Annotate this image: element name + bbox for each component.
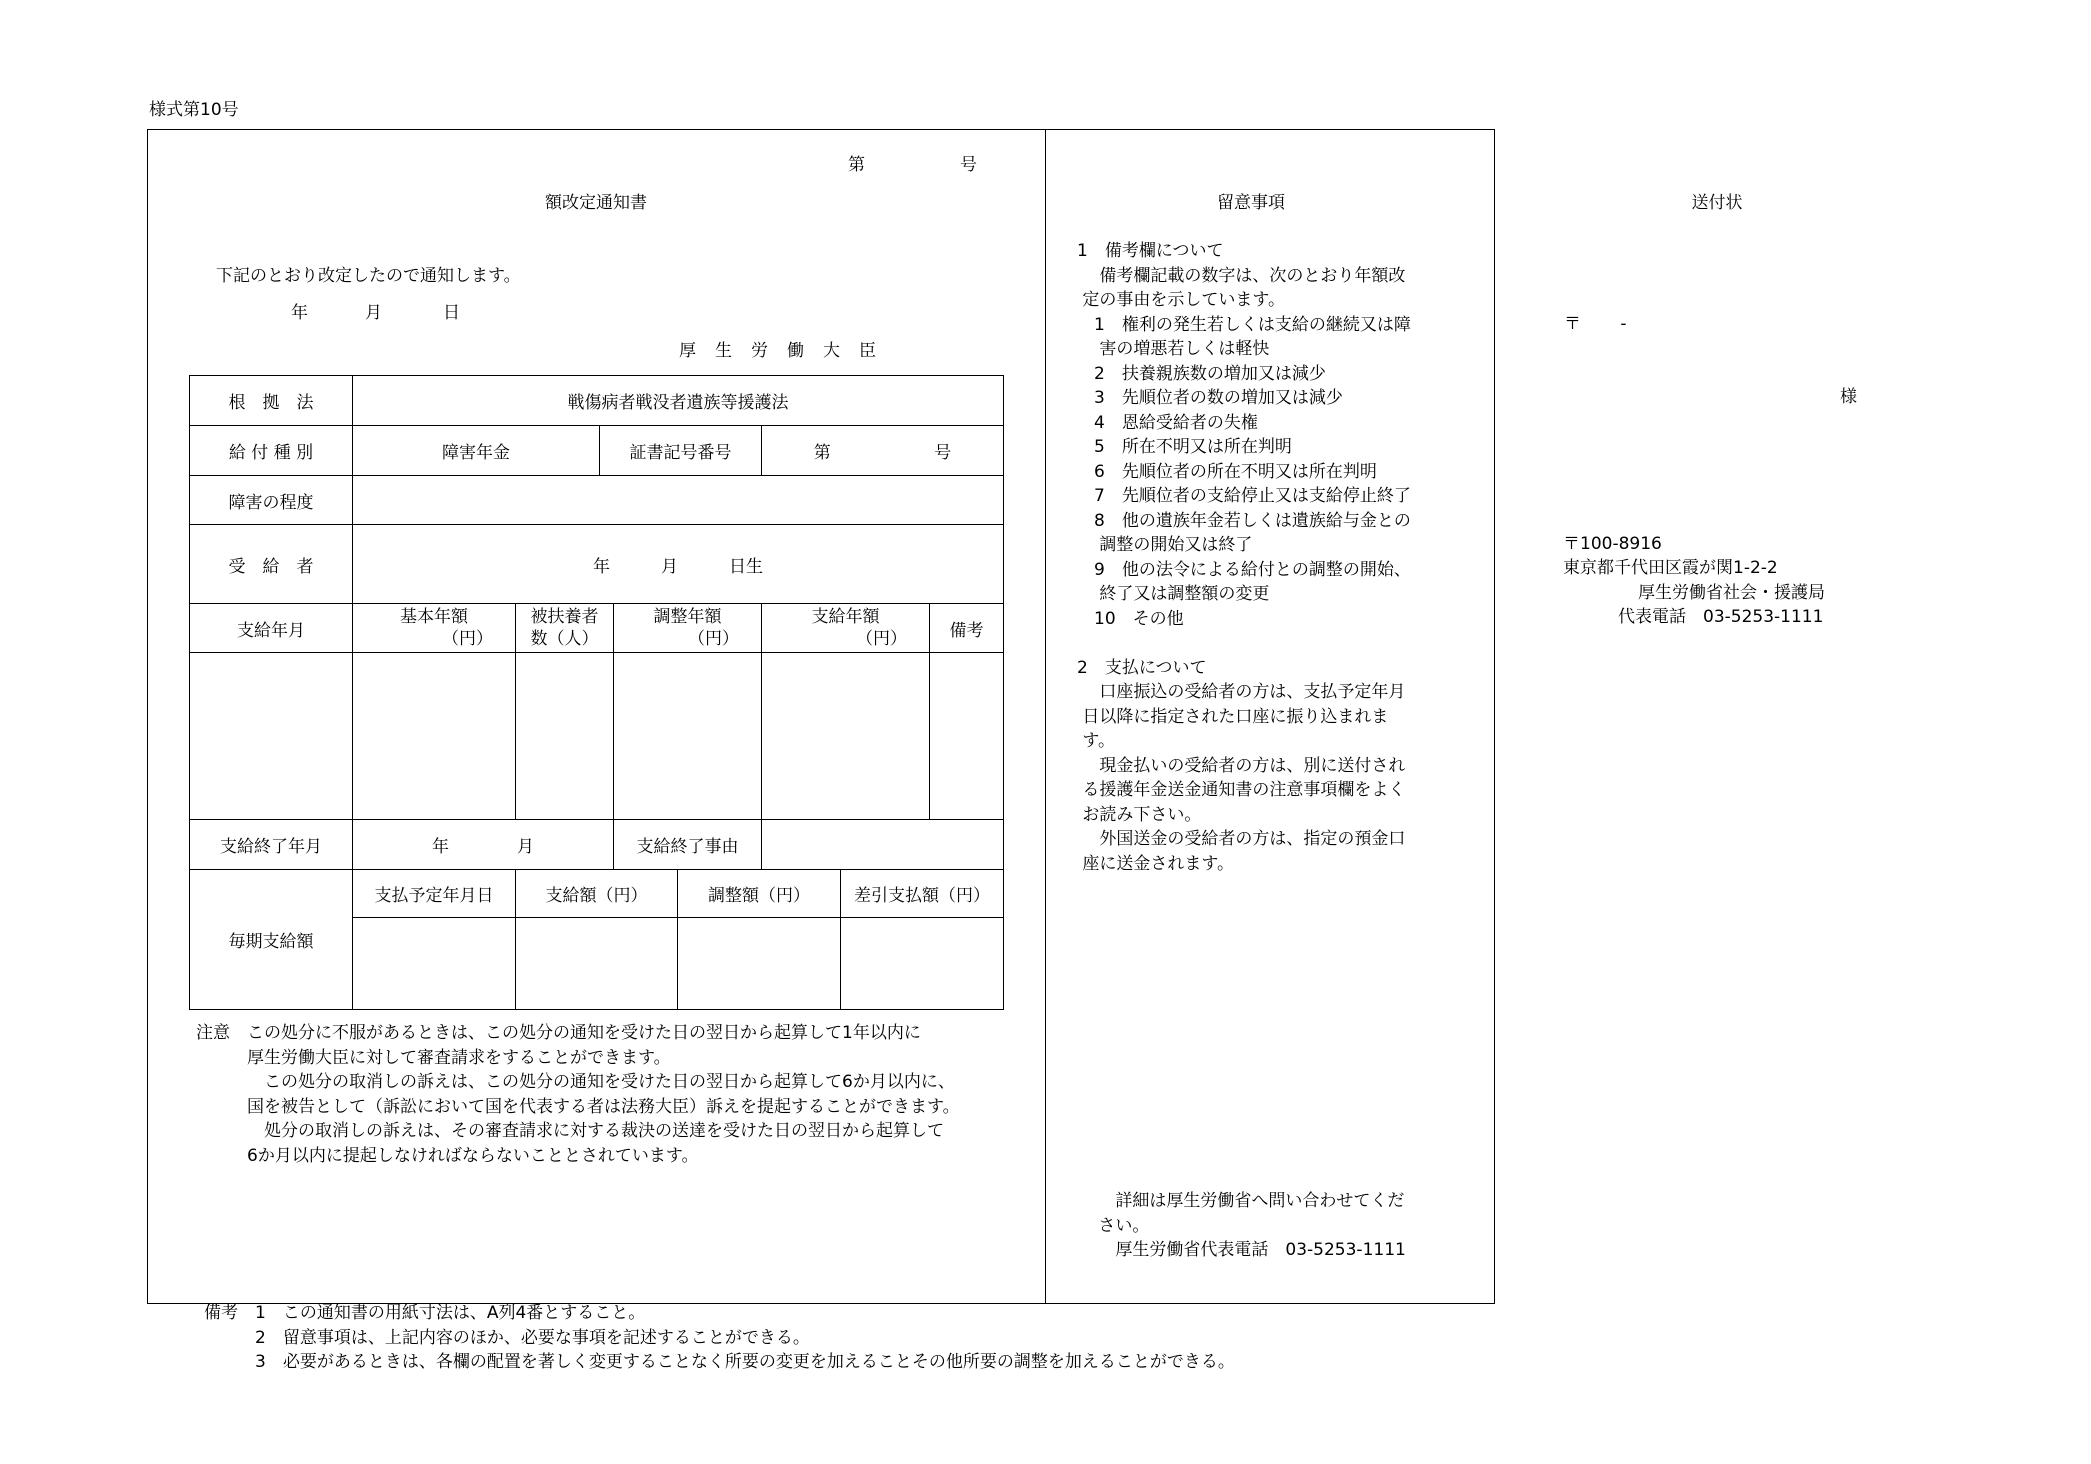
form-remarks — [204, 1301, 1235, 1375]
sender-postal: 〒100-8916 — [1563, 534, 1662, 554]
recipient-birth: 年 月 日生 — [352, 524, 1004, 604]
cover-letter-title: 送付状 — [1691, 193, 1743, 213]
notes-line — [1077, 631, 1411, 656]
dependents-label-1: 被扶養者 — [530, 607, 599, 627]
notes-line: 2 扶養親族数の増加又は減少 — [1077, 363, 1326, 384]
notes-title: 留意事項 — [1217, 193, 1285, 213]
end-month-label: 支給終了年月 — [189, 819, 353, 870]
notes-line: 現金払いの受給者の方は、別に送付され — [1077, 755, 1406, 776]
scheduled-date-label: 支払予定年月日 — [352, 869, 516, 918]
benefit-type-value: 障害年金 — [352, 425, 600, 476]
basis-law-value: 戦傷病者戦没者遺族等援護法 — [352, 375, 1004, 426]
basis-law-label: 根 拠 法 — [189, 375, 353, 426]
yen-unit: （円） — [856, 629, 907, 649]
issuer: 厚 生 労 働 大 臣 — [679, 341, 877, 361]
remarks-line: 備考 1 この通知書の用紙寸法は、A列4番とすること。 — [204, 1303, 646, 1323]
periodic-label: 毎期支給額 — [189, 869, 353, 1010]
notice-number-prefix: 第 — [848, 155, 865, 175]
basic-annual-cell[interactable] — [352, 652, 516, 820]
end-month-value: 年 月 — [352, 819, 614, 870]
section-divider — [1045, 129, 1046, 1304]
notes-line: る援護年金送金通知書の注意事項欄をよく — [1077, 780, 1406, 800]
scheduled-date-cell[interactable] — [352, 917, 516, 1010]
notes-line: 口座振込の受給者の方は、支払予定年月 — [1077, 682, 1406, 702]
notes-contact — [1093, 1189, 1406, 1263]
paid-amount-label: 支給額（円） — [515, 869, 678, 918]
adjusted-annual-label: 調整年額 — [653, 607, 722, 627]
caution-notes — [196, 1021, 960, 1168]
paid-amount-cell[interactable] — [515, 917, 678, 1010]
recipient-postal[interactable]: 〒 - — [1564, 314, 1627, 334]
net-amount-cell[interactable] — [840, 917, 1004, 1010]
certificate-prefix: 第 — [813, 443, 831, 463]
remarks-line: 3 必要があるときは、各欄の配置を著しく変更することなく所要の変更を加えることその他所要の調整を加えることができる。 — [204, 1352, 1235, 1372]
remarks-header: 備考 — [929, 603, 1004, 653]
certificate-number-cell[interactable] — [761, 425, 1004, 476]
contact-line: 詳細は厚生労働省へ問い合わせてくだ — [1093, 1191, 1405, 1211]
notes-line: 3 先順位者の数の増加又は減少 — [1077, 388, 1343, 408]
notes-line: お読み下さい。 — [1077, 804, 1202, 825]
recipient-label: 受 給 者 — [189, 524, 353, 604]
dependents-header — [515, 603, 614, 653]
sender-office: 厚生労働省社会・援護局 — [1638, 583, 1825, 603]
payment-month-label: 支給年月 — [189, 603, 353, 653]
notes-line: 8 他の遺族年金若しくは遺族給与金との — [1077, 510, 1411, 531]
contact-line: 厚生労働省代表電話 03-5253-1111 — [1093, 1240, 1406, 1260]
certificate-suffix: 号 — [934, 443, 952, 463]
end-reason-label: 支給終了事由 — [613, 819, 762, 870]
form-number: 様式第10号 — [149, 100, 239, 120]
notes-line: 害の増悪若しくは軽快 — [1077, 339, 1270, 359]
adjusted-annual-cell[interactable] — [613, 652, 762, 820]
notes-line: 9 他の法令による給付との調整の開始、 — [1077, 559, 1411, 580]
notes-line: 定の事由を示しています。 — [1077, 290, 1286, 310]
basic-annual-header — [352, 603, 516, 653]
notes-line: 座に送金されます。 — [1077, 853, 1235, 874]
benefit-type-label: 給 付 種 別 — [189, 425, 353, 476]
notes-line: 調整の開始又は終了 — [1077, 535, 1253, 555]
notes-line: 1 権利の発生若しくは支給の継続又は障 — [1077, 314, 1411, 335]
notes-line: 備考欄記載の数字は、次のとおり年額改 — [1077, 265, 1406, 286]
payment-month-cell[interactable] — [189, 652, 353, 820]
date-year: 年 — [291, 303, 308, 323]
caution-line: 6か月以内に提起しなければならないこととされています。 — [196, 1145, 699, 1166]
honorific: 様 — [1840, 387, 1857, 407]
remarks-cell[interactable] — [929, 652, 1004, 820]
yen-unit: （円） — [442, 629, 493, 649]
caution-line: この処分の取消しの訴えは、この処分の通知を受けた日の翌日から起算して6か月以内に、 — [196, 1072, 955, 1092]
adjusted-annual-header — [613, 603, 762, 653]
notes-line: 5 所在不明又は所在判明 — [1077, 437, 1292, 457]
notes-line: 終了又は調整額の変更 — [1077, 584, 1270, 604]
adjustment-amount-label: 調整額（円） — [677, 869, 841, 918]
sender-address: 東京都千代田区霞が関1-2-2 — [1563, 558, 1778, 578]
paid-annual-label: 支給年額 — [811, 607, 880, 627]
paid-annual-header — [761, 603, 930, 653]
remarks-line: 2 留意事項は、上記内容のほか、必要な事項を記述することができる。 — [204, 1327, 810, 1348]
basic-annual-label: 基本年額 — [400, 607, 468, 627]
notes-line: 6 先順位者の所在不明又は所在判明 — [1077, 461, 1377, 482]
sender-phone: 代表電話 03-5253-1111 — [1618, 607, 1824, 627]
date-month: 月 — [365, 303, 382, 323]
end-reason-value[interactable] — [761, 819, 1004, 870]
notice-number-suffix: 号 — [960, 155, 977, 175]
notes-line: 4 恩給受給者の失権 — [1077, 412, 1258, 433]
notice-title: 額改定通知書 — [545, 193, 647, 213]
caution-line: 処分の取消しの訴えは、その審査請求に対する裁決の送達を受けた日の翌日から起算して — [196, 1121, 944, 1141]
notes-line: 日以降に指定された口座に振り込まれま — [1077, 706, 1389, 727]
notes-line: す。 — [1077, 731, 1116, 751]
notice-intro: 下記のとおり改定したので通知します。 — [216, 266, 521, 286]
notes-line: 10 その他 — [1077, 608, 1184, 629]
contact-line: さい。 — [1093, 1215, 1150, 1236]
paid-annual-cell[interactable] — [761, 652, 930, 820]
caution-line: 厚生労働大臣に対して審査請求をすることができます。 — [196, 1047, 671, 1068]
yen-unit: （円） — [688, 629, 739, 649]
date-day: 日 — [443, 303, 460, 323]
dependents-label-2: 数（人） — [530, 629, 599, 649]
notes-line: 2 支払について — [1077, 657, 1207, 678]
dependents-cell[interactable] — [515, 652, 614, 820]
net-amount-label: 差引支払額（円） — [840, 869, 1004, 918]
notes-body — [1077, 239, 1411, 876]
caution-line: 国を被告として（訴訟において国を代表する者は法務大臣）訴えを提起することができます。 — [196, 1096, 960, 1117]
notes-line: 7 先順位者の支給停止又は支給停止終了 — [1077, 486, 1411, 506]
certificate-label: 証書記号番号 — [599, 425, 762, 476]
caution-line: 注意 この処分に不服があるときは、この処分の通知を受けた日の翌日から起算して1年以内に — [196, 1023, 921, 1043]
disability-value[interactable] — [352, 475, 1004, 525]
disability-label: 障害の程度 — [189, 475, 353, 525]
notes-line: 外国送金の受給者の方は、指定の預金口 — [1077, 829, 1406, 849]
notes-line: 1 備考欄について — [1077, 241, 1224, 261]
adjustment-amount-cell[interactable] — [677, 917, 841, 1010]
